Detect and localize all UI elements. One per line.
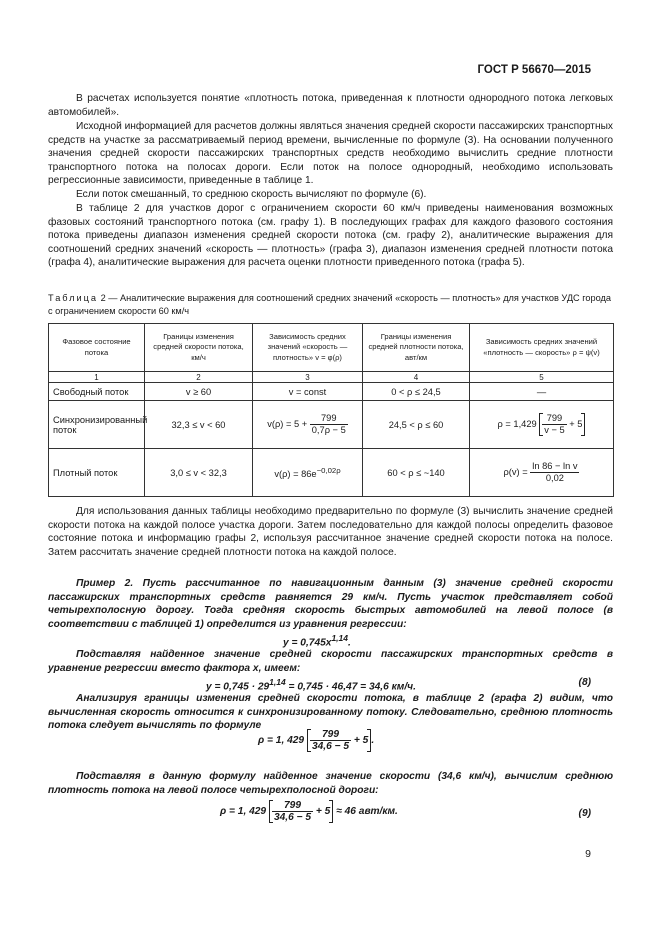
formula-part: . <box>347 637 351 649</box>
fraction <box>272 800 313 823</box>
cell-state: Плотный поток <box>49 449 145 497</box>
formula-substitution <box>206 677 416 692</box>
numerator: 799 <box>272 800 313 812</box>
fraction <box>542 413 566 436</box>
table-row <box>49 383 614 401</box>
intro-paragraph-3: Если поток смешанный, то среднюю скорость вычисляют по формуле (6). <box>76 189 427 200</box>
cell-density: 0 < ρ ≤ 24,5 <box>363 383 470 401</box>
equation-number-8: (8) <box>578 677 591 688</box>
formula-part: ≈ 46 авт/км. <box>336 806 398 818</box>
column-number: 3 <box>253 372 363 383</box>
formula-part: ρ = 1,429 <box>497 418 537 429</box>
fraction <box>310 413 348 436</box>
table-row <box>49 401 614 449</box>
formula-part: y = 0,745 · 29 <box>206 681 270 693</box>
formula-part: v(ρ) = 86e <box>274 469 317 480</box>
fraction <box>310 729 351 752</box>
cell-speed: 3,0 ≤ v < 32,3 <box>145 449 253 497</box>
exponent: 1,14 <box>331 633 348 643</box>
bracket <box>539 413 585 436</box>
example-paragraph-2: Подставляя найденное значение средней скорости пассажирских транспортных средств в уравнение регрессии вместо фактора x, имеем: <box>48 649 613 674</box>
denominator: 34,6 − 5 <box>311 741 350 752</box>
example-paragraph-3: Анализируя границы изменения средней скорости потока, в таблице 2 (графа 2) видим, что вычисленная скорость относится к синхронизированному потоку. Следовательно, среднюю плотность потока следует вычислять по формуле <box>48 693 613 732</box>
formula-density-result <box>220 800 398 823</box>
table-caption-text: 2 — Аналитические выражения для соотношений средних значений «скорость — плотность» для участков УДС города с ограничением скорости 60 км/ч <box>48 293 611 316</box>
denominator: 0,7ρ − 5 <box>311 425 346 435</box>
formula-part: + 5 <box>315 806 331 818</box>
numerator: ln 86 − ln v <box>532 461 578 471</box>
cell-density: 24,5 < ρ ≤ 60 <box>363 401 470 449</box>
column-number: 2 <box>145 372 253 383</box>
numerator: 799 <box>542 413 566 425</box>
header-density-range: Границы изменения средней плотности потока, авт/км <box>363 324 470 372</box>
after-table-paragraph: Для использования данных таблицы необходимо предварительно по формуле (3) вычислить значение средней скорости потока на каждой полосе участка дороги. Затем последовательно для каждой полосы определить фазовое состояние потока и информацию графы 2, используя рассчитанное значение средней скорости потока на полосе. Затем рассчитать значение средней плотности потока на каждой полосе. <box>48 506 613 558</box>
phase-state-table <box>48 323 614 497</box>
header-speed-density: Зависимость средних значений «скорость — плотность» v = φ(ρ) <box>253 324 363 372</box>
formula-part: y = 0,745x <box>283 637 332 649</box>
cell-v-rho: v = const <box>253 383 363 401</box>
example-paragraph-4: Подставляя в данную формулу найденное значение скорости (34,6 км/ч), вычислим среднюю плотность потока на левой полосе четырехполосной дороги: <box>48 771 613 796</box>
denominator: 0,02 <box>545 473 564 483</box>
numerator: 799 <box>310 413 348 425</box>
exponent: 1,14 <box>269 677 286 687</box>
denominator: v − 5 <box>544 425 565 435</box>
column-number: 1 <box>49 372 145 383</box>
cell-speed: v ≥ 60 <box>145 383 253 401</box>
table-caption <box>48 292 613 317</box>
formula-part: ρ(v) = <box>503 466 528 477</box>
cell-state: Свободный поток <box>49 383 145 401</box>
cell-v-rho <box>253 449 363 497</box>
header-speed-range: Границы изменения средней скорости потока, км/ч <box>145 324 253 372</box>
intro-paragraph-1: В расчетах используется понятие «плотность потока, приведенная к плотности однородного потока легковых автомобилей». <box>48 93 613 118</box>
fraction <box>530 461 579 484</box>
cell-rho-v <box>470 401 614 449</box>
formula-part: v(ρ) = 5 + <box>267 418 308 429</box>
denominator: 34,6 − 5 <box>273 812 312 823</box>
table-row <box>49 449 614 497</box>
formula-part: + 5 <box>569 418 583 429</box>
header-phase-state: Фазовое состояние потока <box>49 324 145 372</box>
cell-rho-v: — <box>470 383 614 401</box>
bracket <box>269 800 333 823</box>
formula-part: = 0,745 · 46,47 = 34,6 км/ч. <box>285 681 416 693</box>
cell-state: Синхронизированный поток <box>49 401 145 449</box>
page-number: 9 <box>585 848 591 860</box>
intro-paragraph-4: В таблице 2 для участков дорог с ограничением скорости 60 км/ч приведены наименования возможных фазовых состояний транспортного потока (см. графу 1). В последующих графах для каждого фазового состояния потока приведены диапазон изменения средней скорости потока (см. графу 2), аналитические выражения для соотношений средних значений «скорость — плотность» (графа 3), диапазон изменения средней плотности потока (графа 4), аналитические выражения для расчета оценки плотности приведенного потока (графа 5). <box>48 203 613 269</box>
example-paragraph-1: Пример 2. Пусть рассчитанное по навигационным данным (3) значение средней скорости пассажирских транспортных средств равняется 29 км/ч. Пусть участок представляет собой четырехполосную дорогу. Тогда средняя скорость быстрых автомобилей на левой полосе (в соответствии с таблицей 1) определится из уравнения регрессии: <box>48 578 613 630</box>
formula-part: . <box>371 735 375 747</box>
header-density-speed: Зависимость средних значений «плотность — скорость» ρ = ψ(v) <box>470 324 614 372</box>
column-number: 5 <box>470 372 614 383</box>
numerator: 799 <box>310 729 351 741</box>
exponent: −0,02ρ <box>316 465 341 475</box>
formula-regression <box>283 633 351 648</box>
cell-speed: 32,3 ≤ v < 60 <box>145 401 253 449</box>
table-column-numbers <box>49 372 614 383</box>
cell-rho-v <box>470 449 614 497</box>
intro-paragraph-2: Исходной информацией для расчетов должны являться значения средней скорости пассажирских транспортных средств на участке за рассматриваемый период времени, вычисленные по формуле (3). На основании полученного значения средней скорости пассажирских транспортных средств необходимо вычислить средние плотности транспортного потока на полосах дороги. Если поток на полосе однородный, необходимо использовать регрессионные зависимости, приведенные в таблице 1. <box>48 121 613 187</box>
column-number: 4 <box>363 372 470 383</box>
formula-part: + 5 <box>353 735 369 747</box>
cell-density: 60 < ρ ≤ ~140 <box>363 449 470 497</box>
formula-density <box>258 729 374 752</box>
bracket <box>307 729 371 752</box>
table-caption-label: Таблица <box>48 293 99 303</box>
table-header-row <box>49 324 614 372</box>
standard-header: ГОСТ Р 56670—2015 <box>477 64 591 76</box>
equation-number-9: (9) <box>578 808 591 819</box>
formula-part: ρ = 1, 429 <box>220 806 267 818</box>
formula-part: ρ = 1, 429 <box>258 735 305 747</box>
cell-v-rho <box>253 401 363 449</box>
